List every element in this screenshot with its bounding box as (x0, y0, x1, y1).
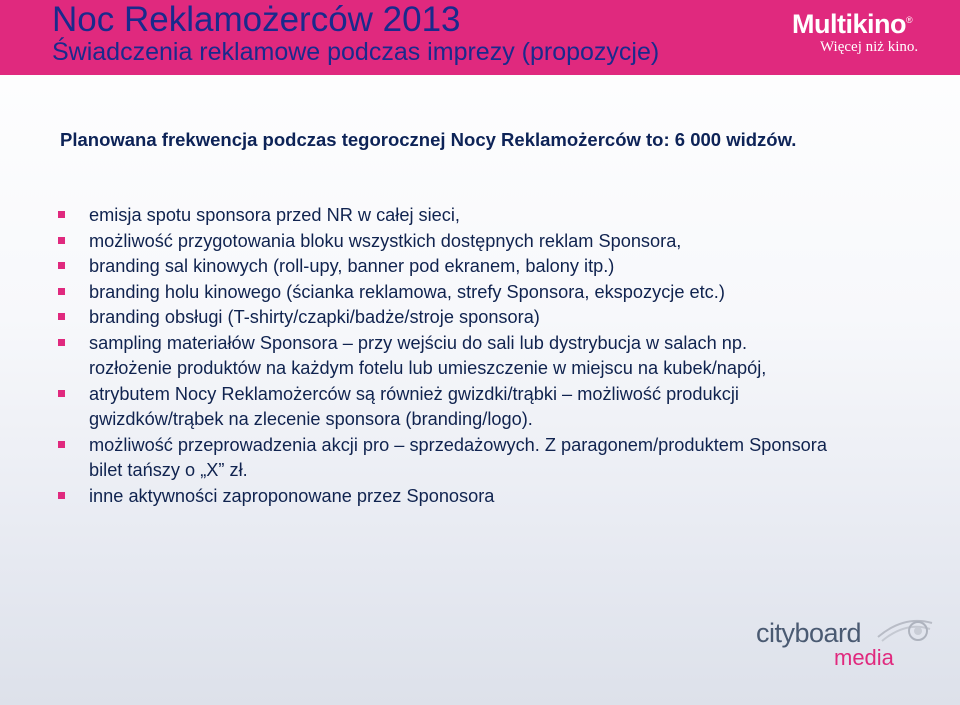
list-item: możliwość przygotowania bloku wszystkich dostępnych reklam Sponsora, (56, 229, 960, 255)
multikino-wordmark: Multikino® (792, 9, 913, 39)
cityboard-wordmark: cityboard (756, 618, 862, 648)
list-item: branding sal kinowych (roll-upy, banner pod ekranem, balony itp.) (56, 254, 960, 280)
cityboard-media-logo (756, 613, 936, 673)
bullet-list (56, 203, 960, 509)
list-item: branding obsługi (T-shirty/czapki/badże/stroje sponsora) (56, 305, 960, 331)
list-item: atrybutem Nocy Reklamożerców są również gwizdki/trąbki – możliwość produkcji gwizdków/trąbek na zlecenie sponsora (branding/logo). (56, 382, 960, 433)
list-item: sampling materiałów Sponsora – przy wejściu do sali lub dystrybucja w salach np. (56, 331, 960, 357)
slide-title: Noc Reklamożerców 2013 (52, 0, 461, 39)
eye-icon (874, 613, 934, 653)
list-item: emisja spotu sponsora przed NR w całej sieci, (56, 203, 960, 229)
list-item: inne aktywności zaproponowane przez Sponosora (56, 484, 960, 510)
multikino-logo (790, 4, 950, 66)
slide-subtitle: Świadczenia reklamowe podczas imprezy (propozycje) (52, 38, 660, 66)
multikino-tagline: Więcej niż kino. (820, 39, 919, 55)
cityboard-media-word: media (834, 645, 894, 670)
list-item: branding holu kinowego (ścianka reklamowa, strefy Sponsora, ekspozycje etc.) (56, 280, 960, 306)
intro-text: Planowana frekwencja podczas tegorocznej Nocy Reklamożerców to: 6 000 widzów. (60, 129, 797, 150)
list-item: rozłożenie produktów na każdym fotelu lub umieszczenie w miejscu na kubek/napój, (89, 358, 767, 378)
header-bar (0, 0, 960, 75)
list-item: możliwość przeprowadzenia akcji pro – sprzedażowych. Z paragonem/produktem Sponsora bilet tańszy o „X” zł. (56, 433, 960, 484)
